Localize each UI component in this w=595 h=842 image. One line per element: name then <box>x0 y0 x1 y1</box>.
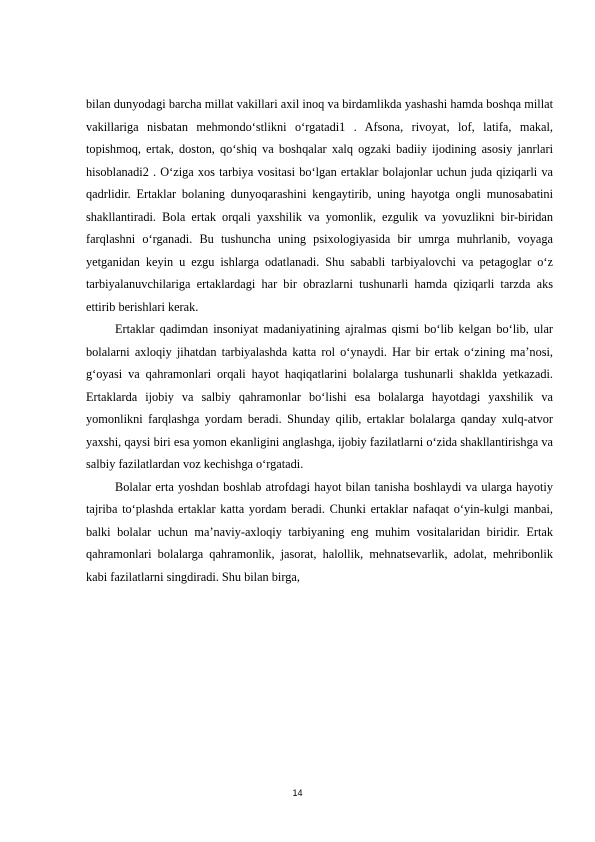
page-number: 14 <box>292 788 303 798</box>
paragraph-3: Bolalar erta yoshdan boshlab atrofdagi hayot bilan tanisha boshlaydi va ularga hayotiy tajriba to‘plashda ertaklar katta yordam beradi. Chunki ertaklar nafaqat o‘yin-kulgi manbai, balki bolalar uchun ma’naviy-axloqiy tarbiyaning eng muhim vositalaridan biridir. Ertak qahramonlari bolalarga qahramonlik, jasorat, halollik, mehnatsevarlik, adolat, mehribonlik kabi fazilatlarni singdiradi. Shu bilan birga, <box>86 479 553 584</box>
document-page <box>86 93 553 588</box>
paragraph-1: bilan dunyodagi barcha millat vakillari axil inoq va birdamlikda yashashi hamda boshqa millat vakillariga nisbatan mehmondo‘stlikni o‘rgatadi1 . Afsona, rivoyat, lof, latifa, makal, topishmoq, ertak, doston, qo‘shiq va boshqalar xalq ogzaki badiiy ijodining asosiy janrlari hisoblanadi2 . O‘ziga xos tarbiya vositasi bo‘lgan ertaklar bolajonlar uchun juda qiziqarli va qadrlidir. Ertaklar bolaning dunyoqarashini kengaytirib, uning hayotga ongli munosabatini shakllantiradi. Bola ertak orqali yaxshilik va yomonlik, ezgulik va yovuzlikni bir-biridan farqlashni o‘rganadi. Bu tushuncha uning psixologiyasida bir umrga muhrlanib, voyaga yetganidan keyin u ezgu ishlarga odatlanadi. Shu sababli tarbiyalovchi va petagoglar o‘z tarbiyalanuvchilariga ertaklardagi har bir obrazlarni tushunarli hamda qiziqarli tarzda aks ettirib berishlari kerak. <box>86 97 553 314</box>
paragraph-2: Ertaklar qadimdan insoniyat madaniyatining ajralmas qismi bo‘lib kelgan bo‘lib, ular bolalarni axloqiy jihatdan tarbiyalashda katta rol o‘ynaydi. Har bir ertak o‘zining ma’nosi, g‘oyasi va qahramonlari orqali hayot haqiqatlarini bolalarga tushunarli shaklda yetkazadi. Ertaklarda ijobiy va salbiy qahramonlar bo‘lishi esa bolalarga hayotdagi yaxshilik va yomonlikni farqlashga yordam beradi. Shunday qilib, ertaklar bolalarga qanday xulq-atvor yaxshi, qaysi biri esa yomon ekanligini anglashga, ijobiy fazilatlarni o‘zida shakllantirishga va salbiy fazilatlardan voz kechishga o‘rgatadi. <box>86 322 553 471</box>
